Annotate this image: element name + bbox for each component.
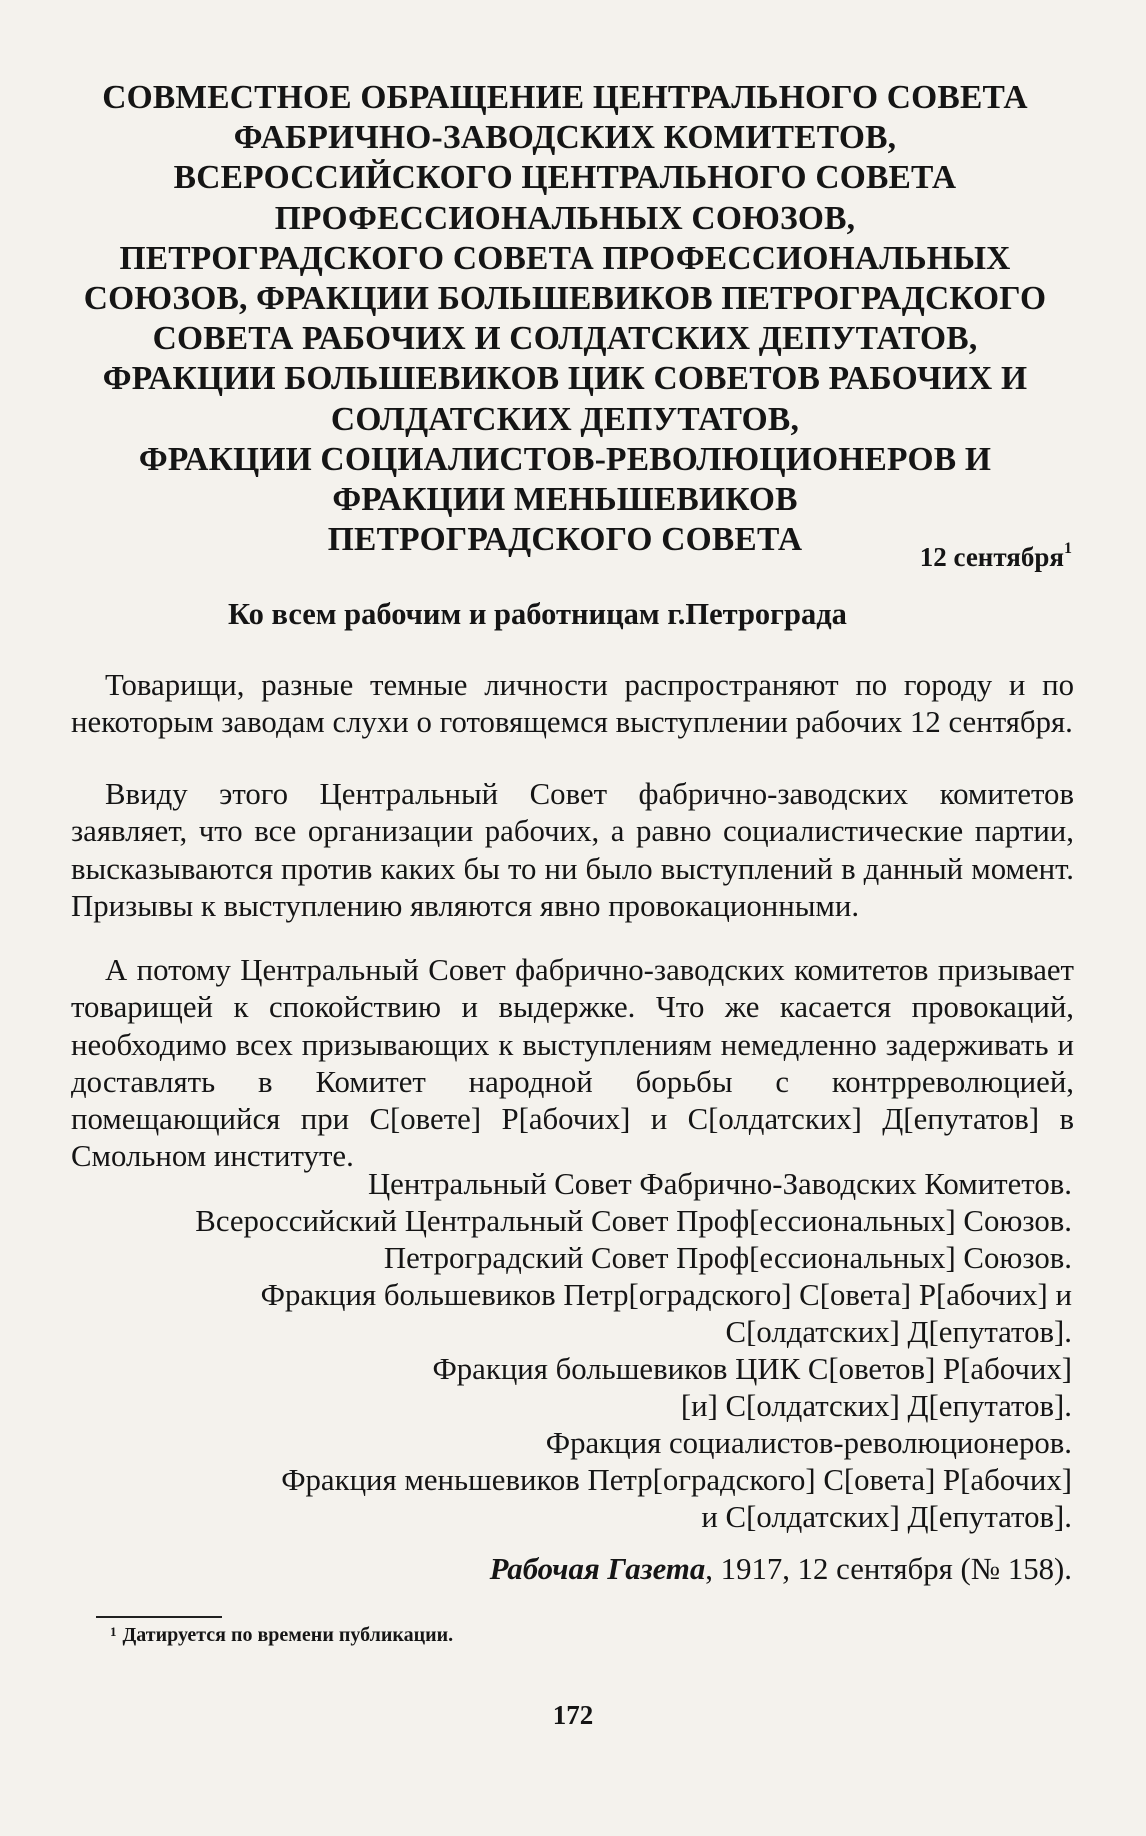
signatory-line: Фракция большевиков Петр[оградского] С[овета] Р[абочих] и [260, 1278, 1072, 1312]
body-paragraph: А потому Центральный Совет фабрично-заводских комитетов призывает товарищей к спокойствию и выдержке. Что же касается провокаций, необходимо всех призывающих к выступлениям немедленно задерживать и доставлять в Комитет народной борьбы с контрреволюцией, помещающийся при С[овете] Р[абочих] и С[олдатских] Д[епутатов] в Смольном институте. [71, 953, 1074, 1174]
page-number: 172 [552, 1700, 594, 1730]
signatory-line: Центральный Совет Фабрично-Заводских Комитетов. [367, 1167, 1072, 1201]
source-citation [490, 1552, 1072, 1587]
title-line: СОЮЗОВ, ФРАКЦИИ БОЛЬШЕВИКОВ ПЕТРОГРАДСКОГО [83, 280, 1047, 318]
signatory-line: Фракция большевиков ЦИК С[оветов] Р[абочих] [432, 1352, 1072, 1386]
title-line: ФРАКЦИИ БОЛЬШЕВИКОВ ЦИК СОВЕТОВ РАБОЧИХ И [102, 360, 1028, 398]
title-line: СОЛДАТСКИХ ДЕПУТАТОВ, [330, 400, 800, 438]
address-line: Ко всем рабочим и работницам г.Петрограда [228, 597, 847, 631]
title-line: ПЕТРОГРАДСКОГО СОВЕТА ПРОФЕССИОНАЛЬНЫХ [119, 239, 1011, 277]
body-paragraph: Товарищи, разные темные личности распространяют по городу и по некоторым заводам слухи о готовящемся выступлении рабочих 12 сентября. [71, 668, 1074, 740]
document-title [70, 78, 1060, 560]
citation-details: , 1917, 12 сентября (№ 158). [705, 1552, 1072, 1586]
title-line: ПРОФЕССИОНАЛЬНЫХ СОЮЗОВ, [274, 199, 856, 237]
title-line: СОВМЕСТНОЕ ОБРАЩЕНИЕ ЦЕНТРАЛЬНОГО СОВЕТА [102, 79, 1028, 116]
title-line: ФРАКЦИИ МЕНЬШЕВИКОВ [332, 481, 798, 519]
signatory-line: С[олдатских] Д[епутатов]. [725, 1315, 1072, 1349]
body-paragraph: Ввиду этого Центральный Совет фабрично-заводских комитетов заявляет, что все организации рабочих, а равно социалистические партии, высказываются против каких бы то ни было выступлений в данный момент. Призывы к выступлению являются явно провокационными. [71, 777, 1074, 923]
date-text: 12 сентября [919, 542, 1064, 572]
title-line: ВСЕРОССИЙСКОГО ЦЕНТРАЛЬНОГО СОВЕТА [173, 159, 957, 197]
signatory-line: Фракция социалистов-революционеров. [545, 1426, 1072, 1460]
footnote-divider [96, 1616, 222, 1618]
footnote-text: Датируется по времени публикации. [122, 1624, 454, 1646]
newspaper-name: Рабочая Газета [489, 1552, 706, 1586]
signatory-line: Всероссийский Центральный Совет Проф[ессиональных] Союзов. [195, 1204, 1072, 1238]
signatory-line: и С[олдатских] Д[епутатов]. [701, 1500, 1072, 1534]
signatory-line: Фракция меньшевиков Петр[оградского] С[овета] Р[абочих] [281, 1463, 1072, 1497]
signatory-line: [и] С[олдатских] Д[епутатов]. [680, 1389, 1072, 1423]
footnote [110, 1624, 453, 1647]
footnote-reference: 1 [1064, 540, 1072, 557]
title-line: СОВЕТА РАБОЧИХ И СОЛДАТСКИХ ДЕПУТАТОВ, [152, 320, 978, 358]
footnote-number: 1 [110, 1624, 117, 1639]
signatory-line: Петроградский Совет Проф[ессиональных] Союзов. [383, 1241, 1072, 1275]
title-line: ПЕТРОГРАДСКОГО СОВЕТА [327, 521, 803, 559]
title-line: ФРАКЦИИ СОЦИАЛИСТОВ-РЕВОЛЮЦИОНЕРОВ И [138, 440, 992, 478]
document-date [920, 542, 1072, 573]
title-line: ФАБРИЧНО-ЗАВОДСКИХ КОМИТЕТОВ, [233, 119, 897, 157]
